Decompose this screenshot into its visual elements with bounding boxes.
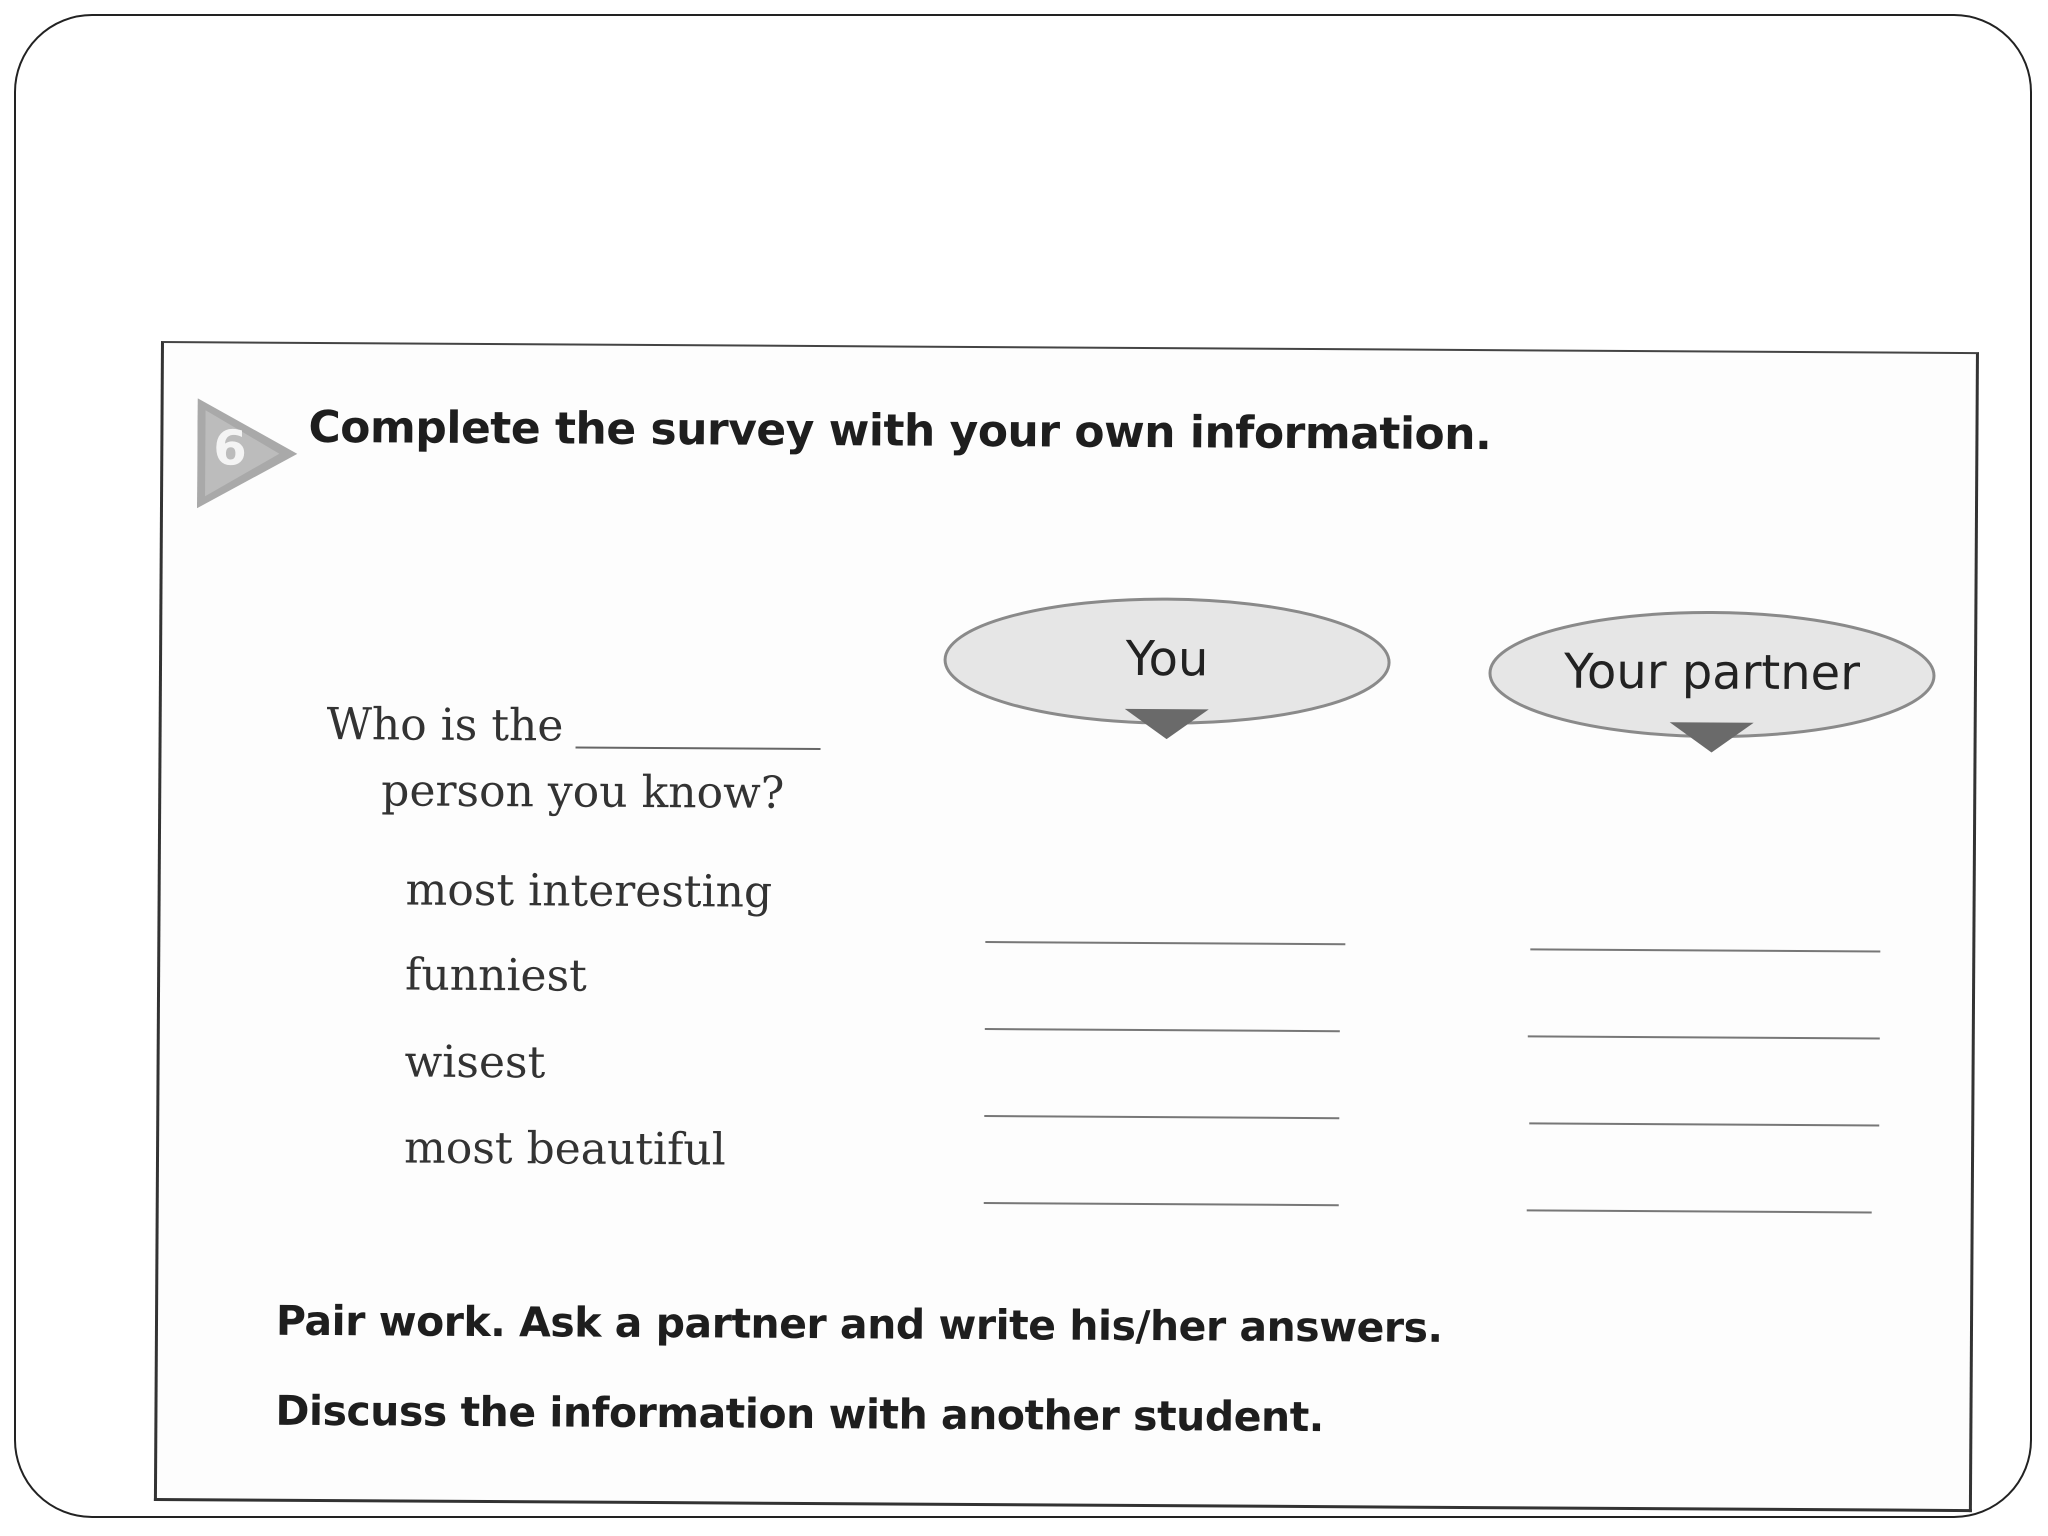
survey-row-label: most interesting [405,864,773,918]
survey-row-label: funniest [404,949,587,1002]
answer-blank-partner-1[interactable] [1530,948,1880,952]
column-label-your-partner: Your partner [1563,643,1861,702]
column-label-you: You [1125,630,1209,688]
answer-blank-partner-3[interactable] [1529,1122,1879,1126]
exercise-instruction: Complete the survey with your own information. [308,401,1492,461]
survey-question [326,692,821,827]
exercise-number: 6 [213,420,247,477]
column-header-your-partner [1482,601,1943,754]
answer-blank-partner-2[interactable] [1528,1035,1880,1039]
slide-frame [14,14,2032,1518]
exercise-number-badge [197,398,298,509]
answer-blank-you-1[interactable] [985,941,1345,945]
question-line-1: Who is the [326,699,564,752]
answer-blank-you-2[interactable] [985,1028,1340,1032]
column-header-you [937,588,1398,741]
pair-work-instruction: Pair work. Ask a partner and write his/her answers. [275,1296,1443,1352]
question-blank [575,746,820,749]
answer-blank-you-4[interactable] [984,1202,1339,1206]
survey-row-label: most beautiful [403,1122,726,1176]
question-line-2: person you know? [381,765,785,819]
worksheet-scan [154,341,1979,1512]
survey-row-label: wisest [404,1036,546,1089]
answer-blank-partner-4[interactable] [1527,1209,1872,1213]
discuss-instruction: Discuss the information with another student. [275,1386,1324,1442]
answer-blank-you-3[interactable] [984,1115,1339,1119]
